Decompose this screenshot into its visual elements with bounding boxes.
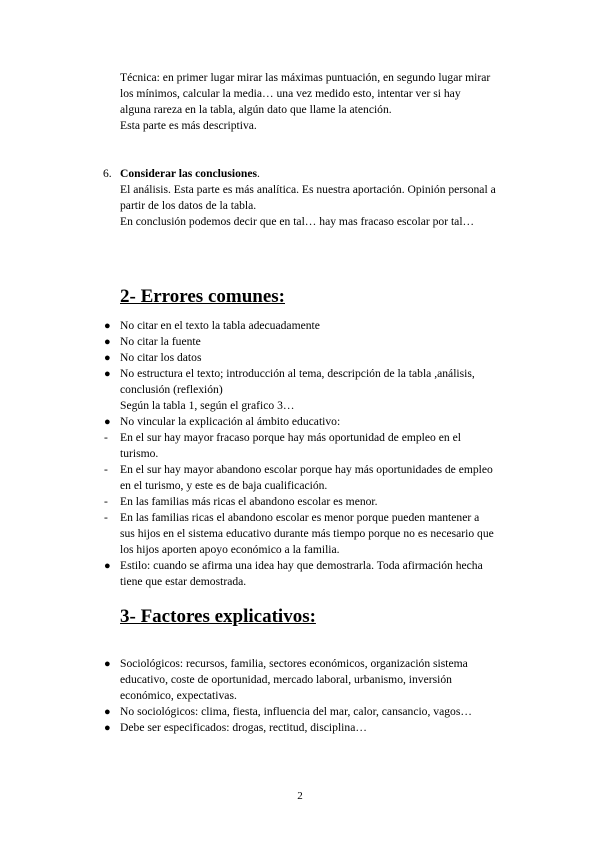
item-6-number: 6. bbox=[103, 167, 112, 180]
section-2-list bbox=[0, 318, 494, 590]
item-6-title: Considerar las conclusiones bbox=[120, 167, 257, 180]
section-3-list bbox=[0, 656, 472, 736]
item-6-line: El análisis. Esta parte es más analítica. Es nuestra aportación. Opinión personal a bbox=[120, 183, 496, 196]
intro-paragraph bbox=[120, 70, 490, 134]
list-item: ● Estilo: cuando se afirma una idea hay que demostrarla. Toda afirmación hecha tiene que estar demostrada. bbox=[104, 559, 483, 588]
item-6-line: partir de los datos de la tabla. bbox=[120, 199, 257, 212]
page-number: 2 bbox=[297, 790, 303, 802]
intro-line: alguna rareza en la tabla, algún dato que llame la atención. bbox=[120, 103, 392, 116]
bullet-icon: ● bbox=[104, 352, 111, 364]
bullet-icon: ● bbox=[104, 336, 111, 348]
list-item: ● No citar en el texto la tabla adecuadamente bbox=[104, 319, 320, 332]
intro-line: Técnica: en primer lugar mirar las máximas puntuación, en segundo lugar mirar bbox=[120, 71, 491, 84]
list-item: ● Debe ser especificados: drogas, rectitud, disciplina… bbox=[104, 721, 367, 734]
bullet-icon: ● bbox=[104, 658, 111, 670]
list-item: - En el sur hay mayor abandono escolar porque hay más oportunidades de empleo en el turismo, y este es de baja cualificación. bbox=[104, 463, 493, 492]
bullet-icon: ● bbox=[104, 706, 111, 718]
section-3-heading: 3- Factores explicativos: bbox=[120, 606, 316, 627]
list-item: ● No estructura el texto; introducción al tema, descripción de la tabla ,análisis, conclusión (reflexión) Según la tabla 1, según el grafico 3… bbox=[104, 367, 475, 412]
bullet-icon: ● bbox=[104, 368, 111, 380]
intro-line: Esta parte es más descriptiva. bbox=[120, 119, 257, 132]
dash-marker: - bbox=[104, 511, 108, 524]
bullet-icon: ● bbox=[104, 320, 111, 332]
section-2-heading: 2- Errores comunes: bbox=[120, 286, 285, 307]
list-item: ● Sociológicos: recursos, familia, sectores económicos, organización sistema educativo, coste de oportunidad, mercado laboral, urbanismo, inversión económico, expectativas. bbox=[104, 657, 468, 702]
dash-marker: - bbox=[104, 463, 108, 476]
bullet-icon: ● bbox=[104, 416, 111, 428]
bullet-icon: ● bbox=[104, 560, 111, 572]
item-6-line: En conclusión podemos decir que en tal… hay mas fracaso escolar por tal… bbox=[120, 215, 475, 228]
list-item: - En las familias más ricas el abandono escolar es menor. bbox=[104, 495, 378, 508]
intro-line: los mínimos, calcular la media… una vez medido esto, intentar ver si hay bbox=[120, 87, 461, 100]
list-item: ● No citar la fuente bbox=[104, 335, 201, 348]
list-item: - En el sur hay mayor fracaso porque hay más oportunidad de empleo en el turismo. bbox=[104, 431, 461, 460]
bullet-icon: ● bbox=[104, 722, 111, 734]
list-item: ● No vincular la explicación al ámbito educativo: bbox=[104, 415, 341, 428]
list-item: ● No citar los datos bbox=[104, 351, 202, 364]
dash-marker: - bbox=[104, 431, 108, 444]
list-item: - En las familias ricas el abandono escolar es menor porque pueden mantener a sus hijos en el sistema educativo durante más tiempo porque no es necesario que los hijos aporten apoyo económico a la familia. bbox=[104, 511, 494, 556]
item-6 bbox=[120, 166, 496, 230]
dash-marker: - bbox=[104, 495, 108, 508]
item-6-title-suffix: . bbox=[257, 167, 260, 180]
list-item: ● No sociológicos: clima, fiesta, influencia del mar, calor, cansancio, vagos… bbox=[104, 705, 472, 718]
